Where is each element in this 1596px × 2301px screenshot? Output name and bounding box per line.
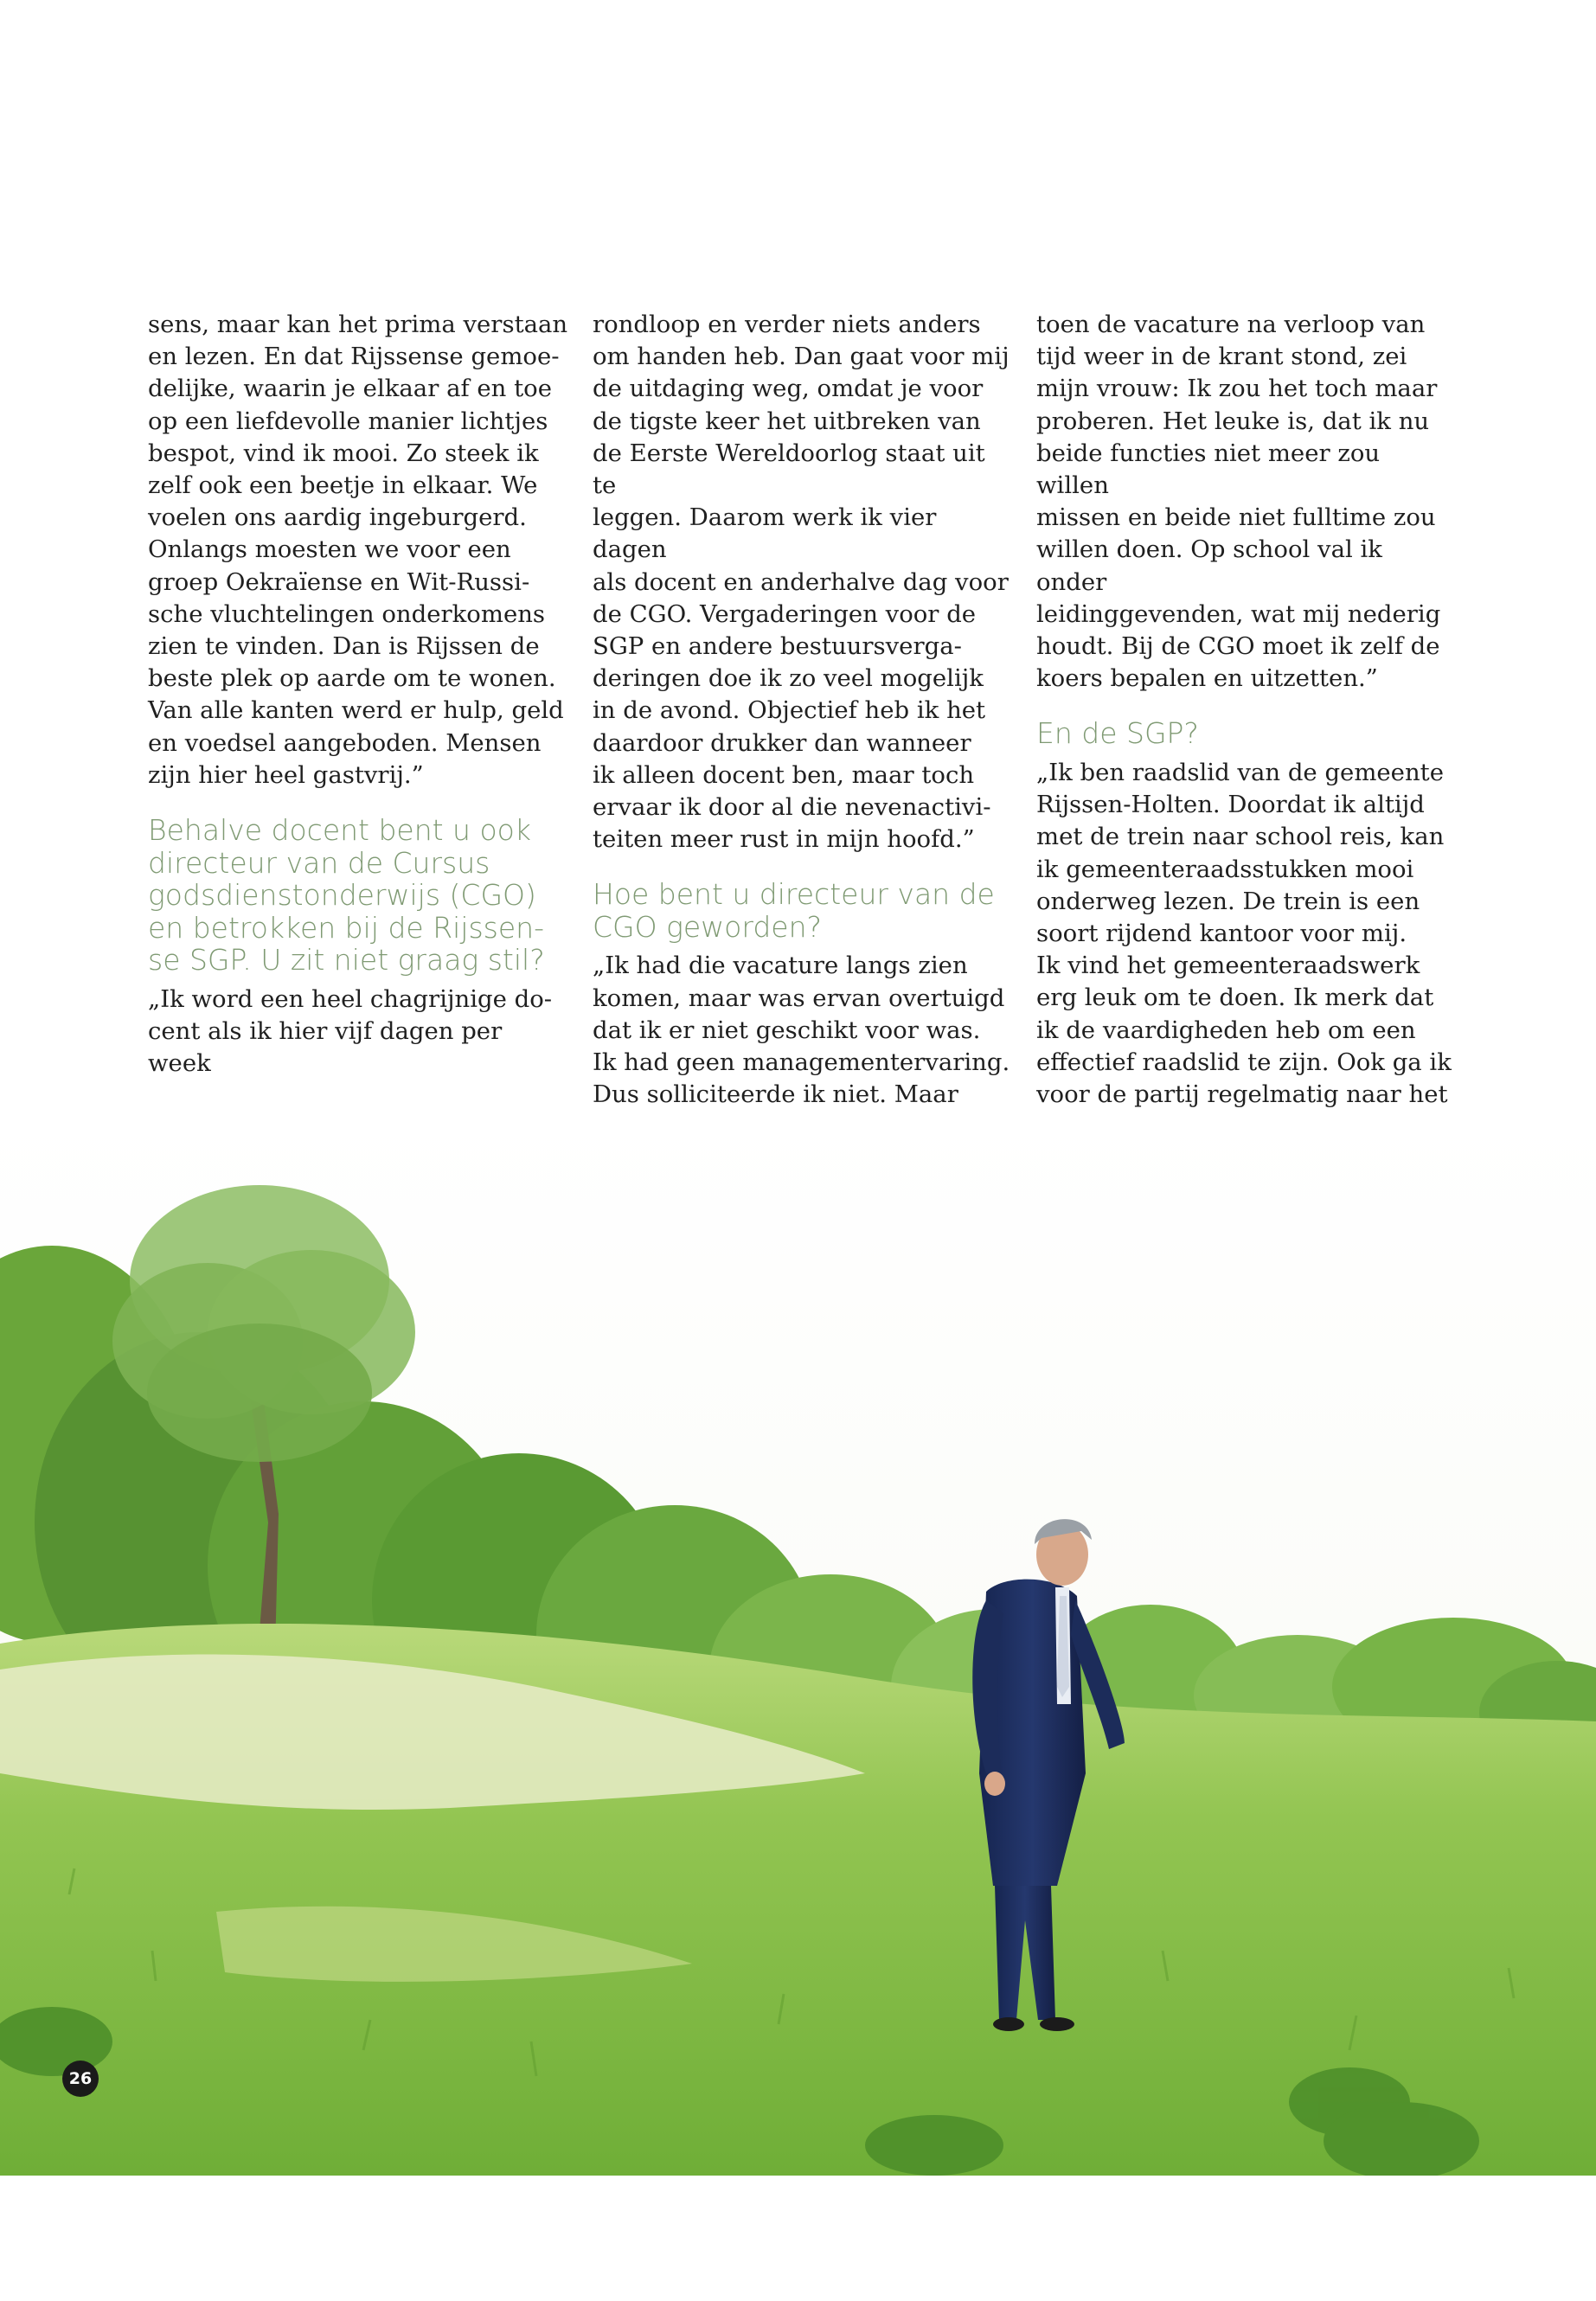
body-paragraph: „Ik ben raadslid van de gemeente Rijssen-Holten. Doordat ik altijd met de trein naar school reis, kan ik gemeenteraadsstukken mooi onderweg lezen. De trein is een soort rijdend kantoor voor mij. Ik vind het gemeenteraadswerk erg leuk om te doen. Ik merk dat ik de vaardigheden heb om een effectief raadslid te zijn. Ook ga ik voor de partij regelmatig naar het [1036, 758, 1452, 1108]
question-heading: Behalve docent bent u ook directeur van de Cursus godsdienstonderwijs (CGO) en betrokken bij de Rijssen- se SGP. U zit niet graag stil? [148, 813, 545, 977]
article-column-2 [593, 309, 1015, 1111]
body-paragraph: rondloop en verder niets anders om handen heb. Dan gaat voor mij de uitdaging weg, omdat je voor de tigste keer het uitbreken van de Eerste Wereldoorlog staat uit te leggen. Daarom werk ik vier dagen als docent en anderhalve dag voor de CGO. Vergaderingen voor de SGP en andere bestuursverga- deringen doe ik zo veel mogelijk in de avond. Objectief heb ik het daardoor drukker dan wanneer ik alleen docent ben, maar toch ervaar ik door al die nevenactivi- teiten meer rust in mijn hoofd.” [593, 311, 1010, 854]
article-column-3 [1036, 309, 1458, 1111]
landscape-photo [0, 1116, 1596, 2176]
article-column-1 [148, 309, 570, 1080]
body-paragraph: „Ik word een heel chagrijnige do- cent als ik hier vijf dagen per week [148, 984, 553, 1077]
body-paragraph: sens, maar kan het prima verstaan en lezen. En dat Rijssense gemoe- delijke, waarin je elkaar af en toe op een liefdevolle manier lichtjes bespot, vind ik mooi. Zo steek ik zelf ook een beetje in elkaar. We voelen ons aardig ingeburgerd. Onlangs moesten we voor een groep Oekraïense en Wit-Russi- sche vluchtelingen onderkomens zien te vinden. Dan is Rijssen de beste plek op aarde om te wonen. Van alle kanten werd er hulp, geld en voedsel aangeboden. Mensen zijn hier heel gastvrij.” [148, 311, 568, 789]
body-paragraph: toen de vacature na verloop van tijd weer in de krant stond, zei mijn vrouw: Ik zou het toch maar proberen. Het leuke is, dat ik nu beide functies niet meer zou willen missen en beide niet fulltime zou willen doen. Op school val ik onder leidinggevenden, wat mij nederig houdt. Bij de CGO moet ik zelf de koers bepalen en uitzetten.” [1036, 311, 1441, 693]
question-heading: En de SGP? [1036, 716, 1199, 751]
question-heading: Hoe bent u directeur van de CGO geworden? [593, 877, 995, 944]
page-number-badge: 26 [62, 2061, 99, 2097]
body-paragraph: „Ik had die vacature langs zien komen, maar was ervan overtuigd dat ik er niet geschikt voor was. Ik had geen managementervaring. Dus solliciteerde ik niet. Maar [593, 952, 1010, 1109]
